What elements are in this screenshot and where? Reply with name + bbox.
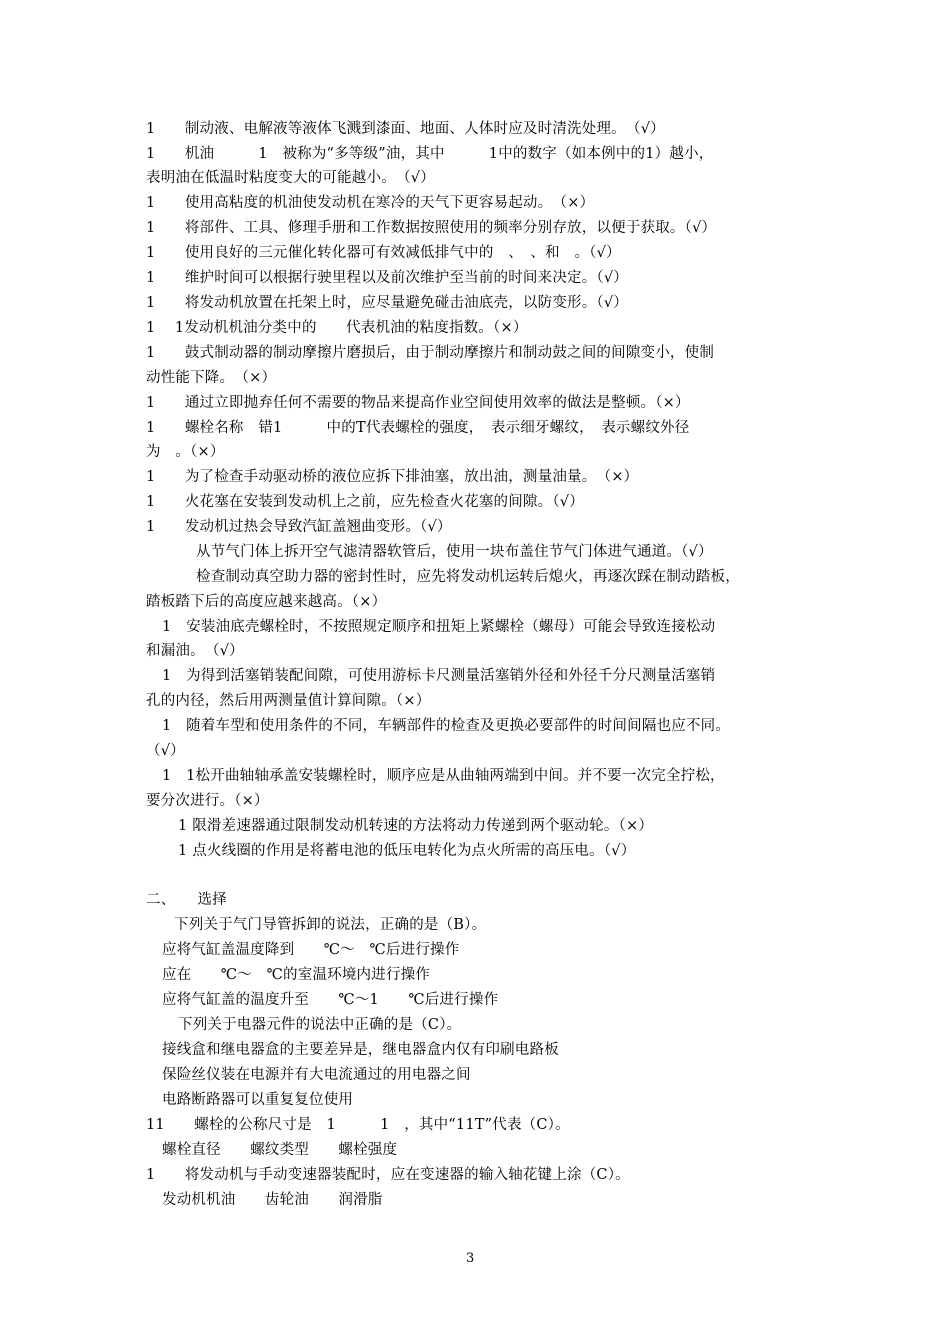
judgment-line: 1 将发动机放置在托架上时，应尽量避免碰击油底壳，以防变形。（√） xyxy=(146,295,629,311)
choice-option: 应在 ℃～ ℃的室温环境内进行操作 xyxy=(162,967,431,983)
choice-question: 11 螺栓的公称尺寸是 1 1 ，其中“11T”代表（C）。 xyxy=(146,1117,570,1133)
judgment-line: 1 发动机过热会导致汽缸盖翘曲变形。（√） xyxy=(146,519,452,535)
judgment-line: 1 通过立即抛弃任何不需要的物品来提高作业空间使用效率的做法是整顿。（×） xyxy=(146,395,690,411)
section-heading: 二、 选择 xyxy=(146,892,227,908)
judgment-line: 1 将部件、工具、修理手册和工作数据按照使用的频率分别存放，以便于获取。（√） xyxy=(146,220,717,236)
judgment-line: 动性能下降。 （×） xyxy=(146,370,277,386)
judgment-line: 表明油在低温时粘度变大的可能越小。 （√） xyxy=(146,170,435,186)
choice-question: 下列关于气门导管拆卸的说法，正确的是（B）。 xyxy=(174,917,487,933)
judgment-line: 1 为得到活塞销装配间隙，可使用游标卡尺测量活塞销外径和外径千分尺测量活塞销 xyxy=(162,668,716,684)
judgment-line: 1 1松开曲轴轴承盖安装螺栓时，顺序应是从曲轴两端到中间。并不要一次完全拧松， xyxy=(162,768,725,784)
judgment-line: 1 点火线圈的作用是将蓄电池的低压电转化为点火所需的高压电。（√） xyxy=(178,843,636,859)
judgment-line: 要分次进行。（×） xyxy=(146,793,269,809)
judgment-line: 1 机油 1 被称为“多等级”油，其中 1中的数字（如本例中的1）越小， xyxy=(146,146,714,162)
choice-option: 螺栓直径 螺纹类型 螺栓强度 xyxy=(162,1142,398,1158)
judgment-line: 1 螺栓名称 错1 中的T代表螺栓的强度， 表示细牙螺纹， 表示螺纹外径 xyxy=(146,420,690,436)
judgment-line: 1 火花塞在安装到发动机上之前，应先检查火花塞的间隙。（√） xyxy=(146,494,584,510)
choice-question: 下列关于电器元件的说法中正确的是（C）。 xyxy=(178,1017,462,1033)
page-number: 3 xyxy=(466,1251,475,1266)
choice-option: 发动机机油 齿轮油 润滑脂 xyxy=(162,1192,383,1208)
judgment-line: 1 限滑差速器通过限制发动机转速的方法将动力传递到两个驱动轮。（×） xyxy=(178,818,654,834)
choice-option: 应将气缸盖的温度升至 ℃～1 ℃后进行操作 xyxy=(162,992,499,1008)
choice-option: 保险丝仪装在电源并有大电流通过的用电器之间 xyxy=(162,1067,471,1083)
choice-option: 接线盒和继电器盒的主要差异是，继电器盒内仅有印刷电路板 xyxy=(162,1042,559,1058)
judgment-line: 1 维护时间可以根据行驶里程以及前次维护至当前的时间来决定。（√） xyxy=(146,270,629,286)
judgment-line: 1 安装油底壳螺栓时，不按照规定顺序和扭矩上紧螺栓（螺母）可能会导致连接松动 xyxy=(162,619,716,635)
judgment-line: 1 1发动机机油分类中的 代表机油的粘度指数。（×） xyxy=(146,320,528,336)
judgment-line: 1 随着车型和使用条件的不同，车辆部件的检查及更换必要部件的时间间隔也应不同。 xyxy=(162,718,731,734)
judgment-line: 孔的内径，然后用两测量值计算间隙。（×） xyxy=(146,693,431,709)
choice-option: 应将气缸盖温度降到 ℃～ ℃后进行操作 xyxy=(162,942,460,958)
judgment-line: 从节气门体上拆开空气滤清器软管后，使用一块布盖住节气门体进气通道。（√） xyxy=(196,544,713,560)
judgment-line: 踏板踏下后的高度应越来越高。（×） xyxy=(146,594,387,610)
judgment-line: 1 使用高粘度的机油使发动机在寒冷的天气下更容易起动。 （×） xyxy=(146,195,595,211)
judgment-line: （√） xyxy=(146,743,185,759)
judgment-line: 1 鼓式制动器的制动摩擦片磨损后，由于制动摩擦片和制动鼓之间的间隙变小，使制 xyxy=(146,345,715,361)
judgment-line: 1 为了检查手动驱动桥的液位应拆下排油塞，放出油，测量油量。 （×） xyxy=(146,469,639,485)
judgment-line: 为 。（×） xyxy=(146,444,225,460)
choice-option: 电路断路器可以重复复位使用 xyxy=(162,1092,354,1108)
judgment-line: 和漏油。 （√） xyxy=(146,643,244,659)
judgment-line: 检查制动真空助力器的密封性时，应先将发动机运转后熄火，再逐次踩在制动踏板， xyxy=(196,569,740,585)
judgment-line: 1 使用良好的三元催化转化器可有效减低排气中的 、 、和 。（√） xyxy=(146,245,621,261)
choice-question: 1 将发动机与手动变速器装配时，应在变速器的输入轴花键上涂（C）。 xyxy=(146,1167,630,1183)
judgment-line: 1 制动液、电解液等液体飞溅到漆面、地面、人体时应及时清洗处理。 （√） xyxy=(146,121,665,137)
